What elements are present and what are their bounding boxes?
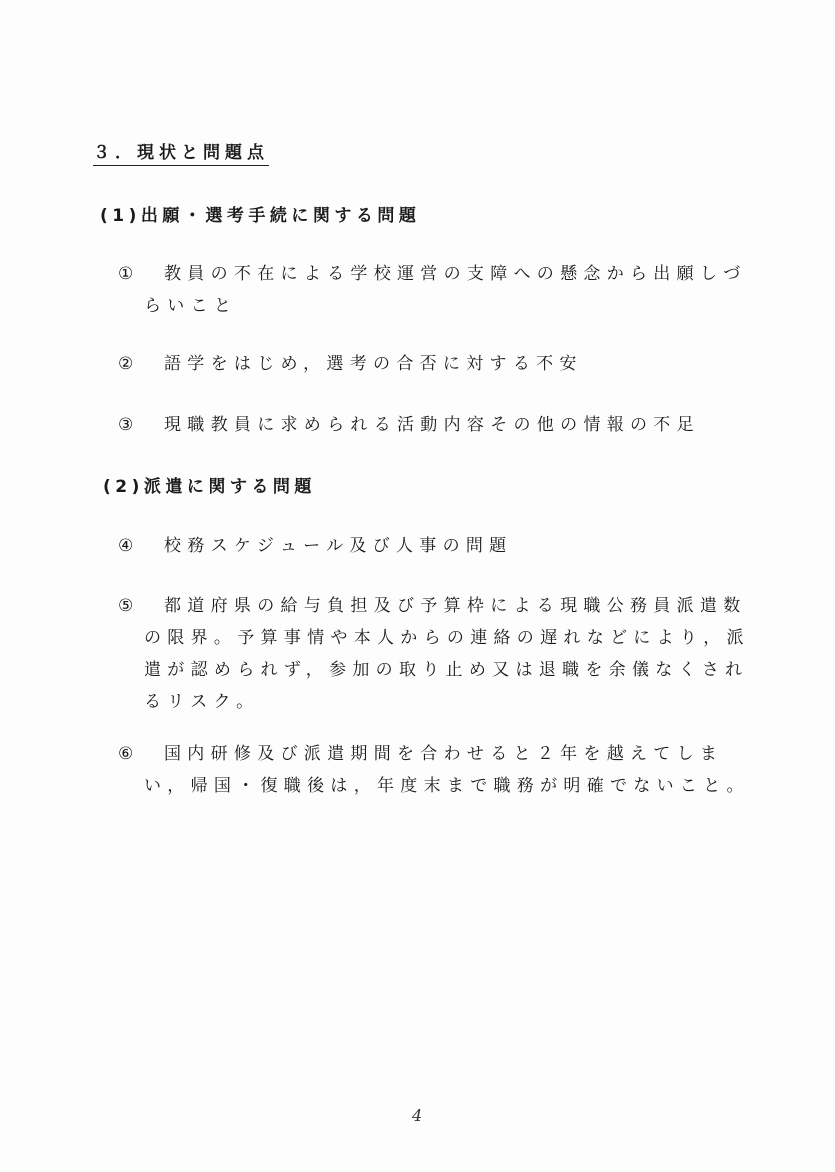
item-number: ④ [118,536,140,556]
item-number: ② [118,354,140,374]
item-number: ③ [118,415,140,435]
section-title: ３．現状と問題点 [93,142,269,166]
subsection-heading-2: (2)派遣に関する問題 [103,477,316,497]
list-item-6 [118,738,758,802]
item-text: 国内研修及び派遣期間を合わせると２年を越えてしまい，帰国・復職後は，年度末まで職務が明確でないこと。 [144,744,750,796]
list-item-5 [118,590,758,718]
item-number: ⑤ [118,596,140,616]
item-text: 都道府県の給与負担及び予算枠による現職公務員派遣数の限界。予算事情や本人からの連絡の遅れなどにより，派遣が認められず，参加の取り止め又は退職を余儀なくされるリスク。 [144,596,750,712]
item-number: ⑥ [118,744,140,764]
item-text: 校務スケジュール及び人事の問題 [164,536,513,556]
list-item-2 [118,348,758,380]
item-number: ① [118,264,140,284]
list-item-4 [118,530,758,562]
item-text: 教員の不在による学校運営の支障への懸念から出願しづらいこと [144,264,747,316]
list-item-1 [118,258,758,322]
page-number: 4 [412,1106,423,1125]
item-text: 現職教員に求められる活動内容その他の情報の不足 [164,415,700,435]
list-item-3 [118,409,758,441]
subsection-heading-1: (1)出願・選考手続に関する問題 [100,206,421,226]
item-text: 語学をはじめ，選考の合否に対する不安 [164,354,583,374]
